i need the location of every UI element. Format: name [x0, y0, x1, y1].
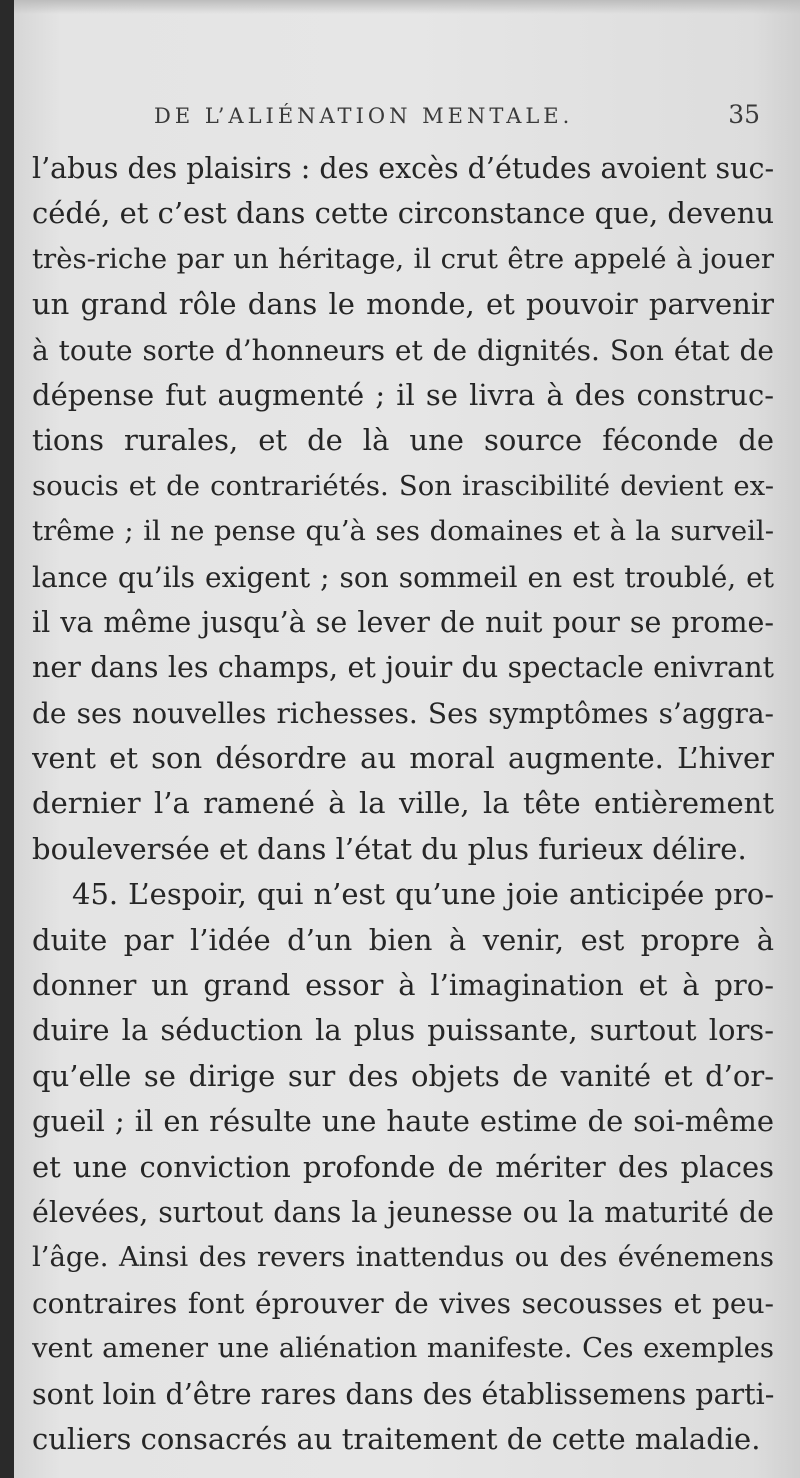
text-line: 45. L’espoir, qui n’est qu’une joie anticipée pro- — [72, 877, 774, 912]
paragraph — [32, 146, 774, 872]
text-line: soucis et de contrariétés. Son irascibilité devient ex- — [32, 469, 774, 502]
text-line: et une conviction profonde de mériter des places — [32, 1149, 774, 1184]
body-text — [32, 146, 774, 1462]
text-line: tions rurales, et de là une source féconde de — [32, 423, 774, 458]
text-line: lance qu’ils exigent ; son sommeil en est troublé, et — [32, 560, 774, 594]
text-line: culiers consacrés au traitement de cette maladie. — [32, 1421, 761, 1456]
text-line: trême ; il ne pense qu’à ses domaines et à la surveil- — [32, 515, 774, 548]
paragraph — [32, 872, 774, 1462]
text-line: vent amener une aliénation manifeste. Ces exemples — [32, 1332, 774, 1365]
text-line: sont loin d’être rares dans des établissemens parti- — [32, 1377, 774, 1411]
running-title: DE L’ALIÉNATION MENTALE. — [154, 104, 574, 128]
text-line: de ses nouvelles richesses. Ses symptômes s’aggra- — [32, 696, 774, 730]
text-line: élevées, surtout dans la jeunesse ou la maturité de — [32, 1195, 774, 1229]
text-line: dépense fut augmenté ; il se livra à des construc- — [32, 377, 774, 412]
text-line: gueil ; il en résulte une haute estime de soi-même — [32, 1104, 774, 1139]
text-line: un grand rôle dans le monde, et pouvoir parvenir — [32, 287, 774, 322]
text-line: l’âge. Ainsi des revers inattendus ou des événemens — [32, 1241, 774, 1274]
text-line: à toute sorte d’honneurs et de dignités. Son état de — [32, 333, 774, 367]
text-line: ner dans les champs, et jouir du spectacle enivrant — [32, 651, 774, 685]
text-line: contraires font éprouver de vives secousses et peu- — [32, 1286, 774, 1320]
page-number: 35 — [728, 100, 760, 129]
text-line: duite par l’idée d’un bien à venir, est propre à — [32, 922, 774, 957]
text-line: cédé, et c’est dans cette circonstance que, devenu — [32, 196, 774, 231]
text-line: très-riche par un héritage, il crut être appelé à jouer — [32, 242, 774, 275]
text-line: duire la séduction la plus puissante, surtout lors- — [32, 1013, 774, 1048]
text-line: il va même jusqu’à se lever de nuit pour se prome- — [32, 605, 774, 639]
text-line: dernier l’a ramené à la ville, la tête entièrement — [32, 786, 774, 821]
text-line: vent et son désordre au moral augmente. L’hiver — [32, 741, 774, 776]
text-line: l’abus des plaisirs : des excès d’études avoient suc- — [32, 152, 774, 185]
text-line: donner un grand essor à l’imagination et à pro- — [32, 968, 774, 1003]
book-page — [14, 0, 800, 1478]
running-head — [154, 100, 760, 140]
text-line: bouleversée et dans l’état du plus furieux délire. — [32, 831, 747, 866]
text-line: qu’elle se dirige sur des objets de vanité et d’or- — [32, 1058, 774, 1093]
